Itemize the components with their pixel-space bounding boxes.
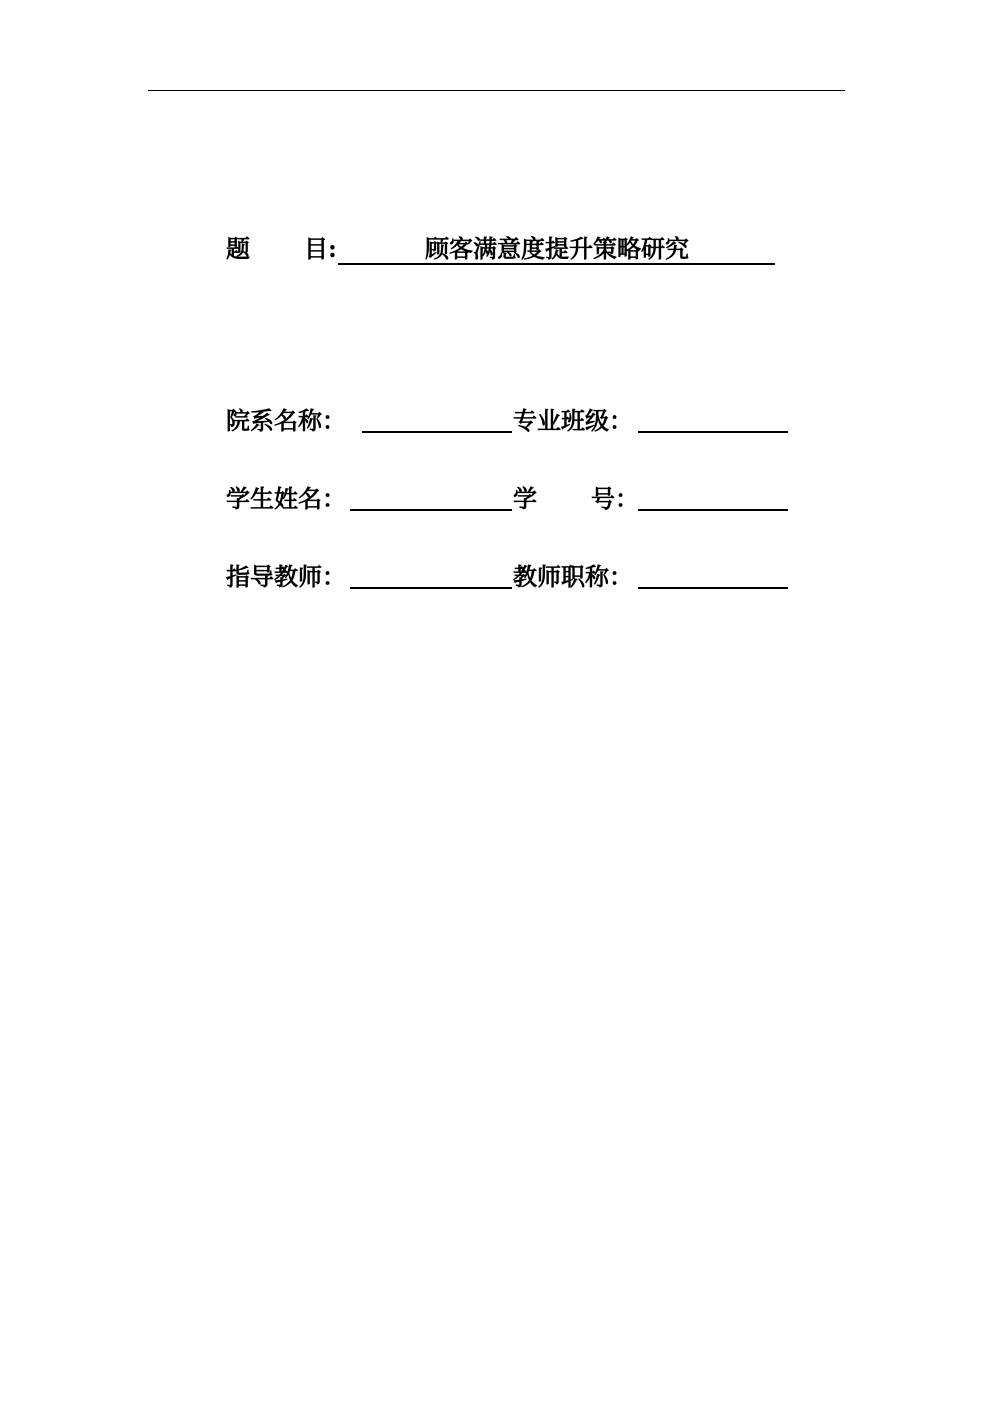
advisor-label: 指导教师： bbox=[226, 562, 346, 591]
major-class-label: 专业班级： bbox=[513, 406, 633, 435]
department-label: 院系名称： bbox=[226, 406, 346, 435]
title-label-char-2: 目 bbox=[304, 234, 328, 263]
major-class-field bbox=[638, 431, 788, 433]
student-name-label: 学生姓名： bbox=[226, 484, 346, 513]
student-id-label-char-1: 学 bbox=[513, 484, 537, 513]
advisor-title-label: 教师职称： bbox=[513, 562, 633, 591]
student-name-field bbox=[350, 509, 512, 511]
title-underline-field bbox=[338, 232, 775, 265]
header-rule bbox=[148, 90, 845, 91]
department-field bbox=[362, 431, 512, 433]
student-id-field bbox=[638, 509, 788, 511]
student-id-label-char-2: 号： bbox=[591, 484, 639, 513]
advisor-title-field bbox=[638, 587, 788, 589]
title-label-char-1: 题 bbox=[226, 234, 250, 263]
advisor-field bbox=[350, 587, 512, 589]
thesis-title: 顾客满意度提升策略研究 bbox=[425, 234, 689, 263]
title-label-colon: : bbox=[328, 234, 337, 263]
student-id-label bbox=[513, 482, 638, 516]
